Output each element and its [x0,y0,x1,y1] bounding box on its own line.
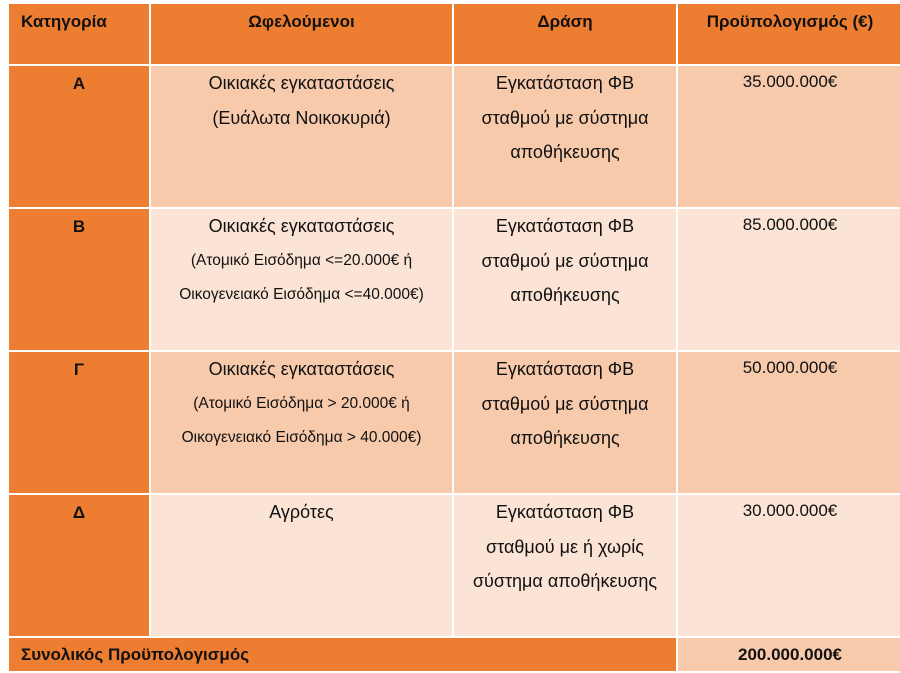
header-budget: Προϋπολογισμός (€) [677,3,900,65]
category-cell: Β [8,208,150,351]
category-cell: Δ [8,494,150,637]
budget-cell: 85.000.000€ [677,208,900,351]
budget-cell: 50.000.000€ [677,351,900,494]
beneficiary-title: Οικιακές εγκαταστάσεις [208,359,395,379]
action-cell: Εγκατάσταση ΦΒ σταθμού με σύστημα αποθήκευσης [453,351,677,494]
beneficiary-detail: (Ευάλωτα Νοικοκυριά) [212,107,391,128]
total-label: Συνολικός Προϋπολογισμός [8,637,677,672]
category-cell: Α [8,65,150,208]
header-row [8,3,900,65]
header-action: Δράση [453,3,677,65]
beneficiary-title: Οικιακές εγκαταστάσεις [208,216,395,236]
beneficiary-detail: (Ατομικό Εισόδημα <=20.000€ ή Οικογενειακό Εισόδημα <=40.000€) [179,251,424,303]
budget-cell: 35.000.000€ [677,65,900,208]
budget-cell: 30.000.000€ [677,494,900,637]
category-cell: Γ [8,351,150,494]
beneficiary-title: Οικιακές εγκαταστάσεις [208,73,395,93]
header-category: Κατηγορία [8,3,150,65]
table-row [8,65,900,208]
total-value: 200.000.000€ [677,637,900,672]
beneficiaries-cell [150,351,453,494]
budget-table [7,2,900,673]
beneficiaries-cell [150,494,453,637]
action-cell: Εγκατάσταση ΦΒ σταθμού με σύστημα αποθήκευσης [453,208,677,351]
beneficiaries-cell [150,65,453,208]
header-beneficiaries: Ωφελούμενοι [150,3,453,65]
beneficiary-title: Αγρότες [269,502,334,522]
table-row [8,494,900,637]
action-cell: Εγκατάσταση ΦΒ σταθμού με ή χωρίς σύστημα αποθήκευσης [453,494,677,637]
beneficiary-detail: (Ατομικό Εισόδημα > 20.000€ ή Οικογενειακό Εισόδημα > 40.000€) [181,394,422,446]
action-cell: Εγκατάσταση ΦΒ σταθμού με σύστημα αποθήκευσης [453,65,677,208]
total-row [8,637,900,672]
table-row [8,351,900,494]
table-row [8,208,900,351]
beneficiaries-cell [150,208,453,351]
